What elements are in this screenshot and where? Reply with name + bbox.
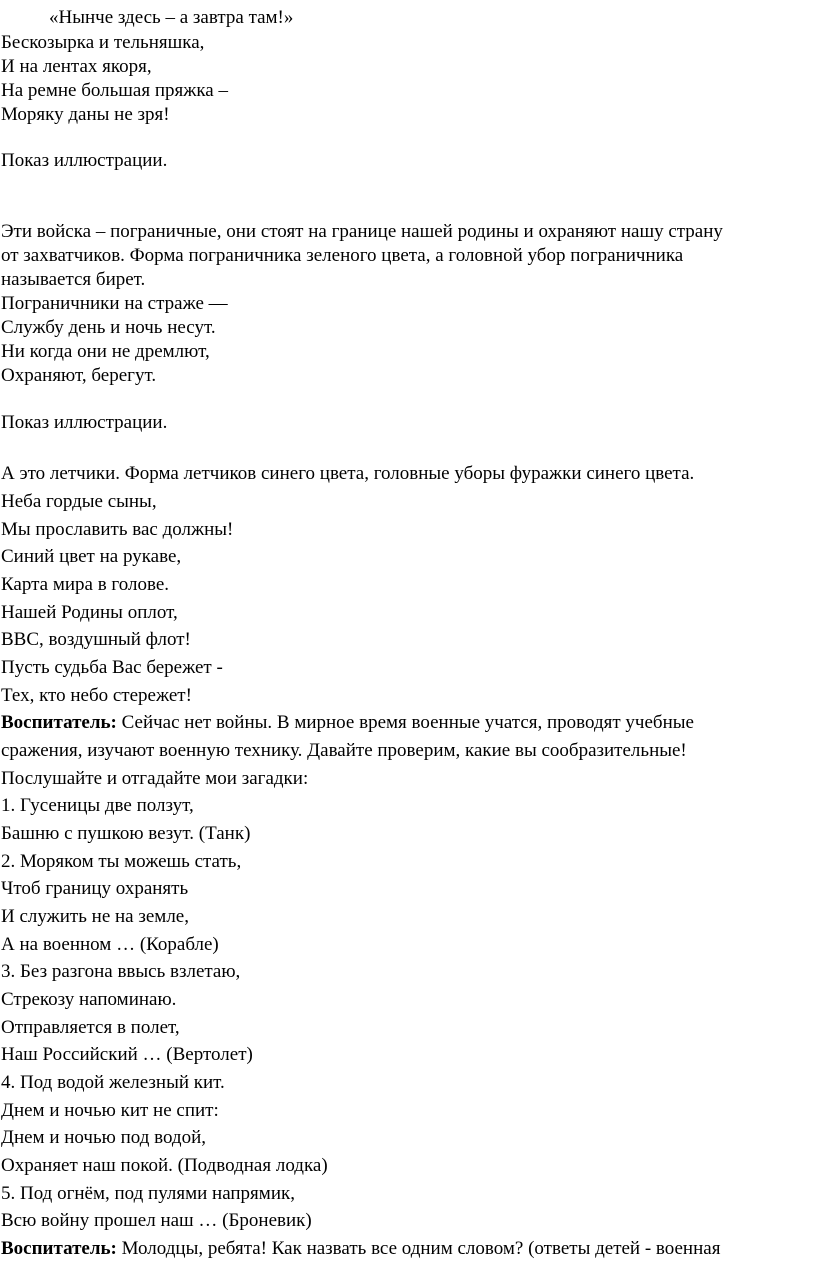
text-line: Карта мира в голове.	[1, 574, 170, 595]
text-line: Нашей Родины оплот,	[1, 602, 178, 623]
riddle-line: Чтоб границу охранять	[1, 878, 189, 899]
text-line: Мы прославить вас должны!	[1, 519, 234, 540]
text-line: Моряку даны не зря!	[1, 104, 170, 125]
text-line: Неба гордые сыны,	[1, 491, 157, 512]
text-line: Тех, кто небо стережет!	[1, 685, 192, 706]
riddle-line: А на военном … (Корабле)	[1, 934, 219, 955]
poem-title: «Нынче здесь – а завтра там!»	[49, 7, 294, 28]
riddle-line: Охраняет наш покой. (Подводная лодка)	[1, 1155, 328, 1176]
text-line: от захватчиков. Форма пограничника зеленого цвета, а головной убор пограничника	[1, 245, 684, 266]
riddle-line: 2. Моряком ты можешь стать,	[1, 851, 242, 872]
riddle-line: Днем и ночью кит не спит:	[1, 1100, 219, 1121]
text-line: сражения, изучают военную технику. Давайте проверим, какие вы сообразительные!	[1, 740, 687, 761]
speaker-line	[1, 712, 694, 734]
speaker-text: Молодцы, ребята! Как назвать все одним словом? (ответы детей - военная	[121, 1238, 721, 1259]
riddle-line: Днем и ночью под водой,	[1, 1127, 207, 1148]
text-line: Бескозырка и тельняшка,	[1, 32, 205, 53]
text-line: Ни когда они не дремлют,	[1, 341, 210, 362]
speaker-line	[1, 1238, 720, 1260]
riddle-line: 5. Под огнём, под пулями напрямик,	[1, 1183, 295, 1204]
text-line: ВВС, воздушный флот!	[1, 629, 191, 650]
riddle-line: Отправляется в полет,	[1, 1017, 180, 1038]
riddle-line: 1. Гусеницы две ползут,	[1, 795, 194, 816]
riddle-line: Наш Российский … (Вертолет)	[1, 1044, 253, 1065]
text-line: Показ иллюстрации.	[1, 150, 168, 171]
riddle-line: 4. Под водой железный кит.	[1, 1072, 225, 1093]
riddle-line: 3. Без разгона ввысь взлетаю,	[1, 961, 241, 982]
speaker-label: Воспитатель:	[1, 1238, 117, 1259]
text-line: Пусть судьба Вас бережет -	[1, 657, 223, 678]
text-line: Эти войска – пограничные, они стоят на границе нашей родины и охраняют нашу страну	[1, 221, 723, 242]
text-line: На ремне большая пряжка –	[1, 80, 228, 101]
text-line: Пограничники на страже —	[1, 293, 228, 314]
speaker-text: Сейчас нет войны. В мирное время военные учатся, проводят учебные	[121, 712, 694, 733]
text-line: Показ иллюстрации.	[1, 412, 168, 433]
text-line: А это летчики. Форма летчиков синего цвета, головные уборы фуражки синего цвета.	[1, 463, 695, 484]
text-line: Послушайте и отгадайте мои загадки:	[1, 768, 309, 789]
riddle-line: Всю войну прошел наш … (Броневик)	[1, 1210, 312, 1231]
text-line: Службу день и ночь несут.	[1, 317, 216, 338]
text-line: Синий цвет на рукаве,	[1, 546, 182, 567]
text-line: И на лентах якоря,	[1, 56, 152, 77]
speaker-label: Воспитатель:	[1, 712, 117, 733]
riddle-line: И служить не на земле,	[1, 906, 189, 927]
text-line: называется бирет.	[1, 269, 146, 290]
riddle-line: Стрекозу напоминаю.	[1, 989, 177, 1010]
riddle-line: Башню с пушкою везут. (Танк)	[1, 823, 251, 844]
text-line: Охраняют, берегут.	[1, 365, 157, 386]
